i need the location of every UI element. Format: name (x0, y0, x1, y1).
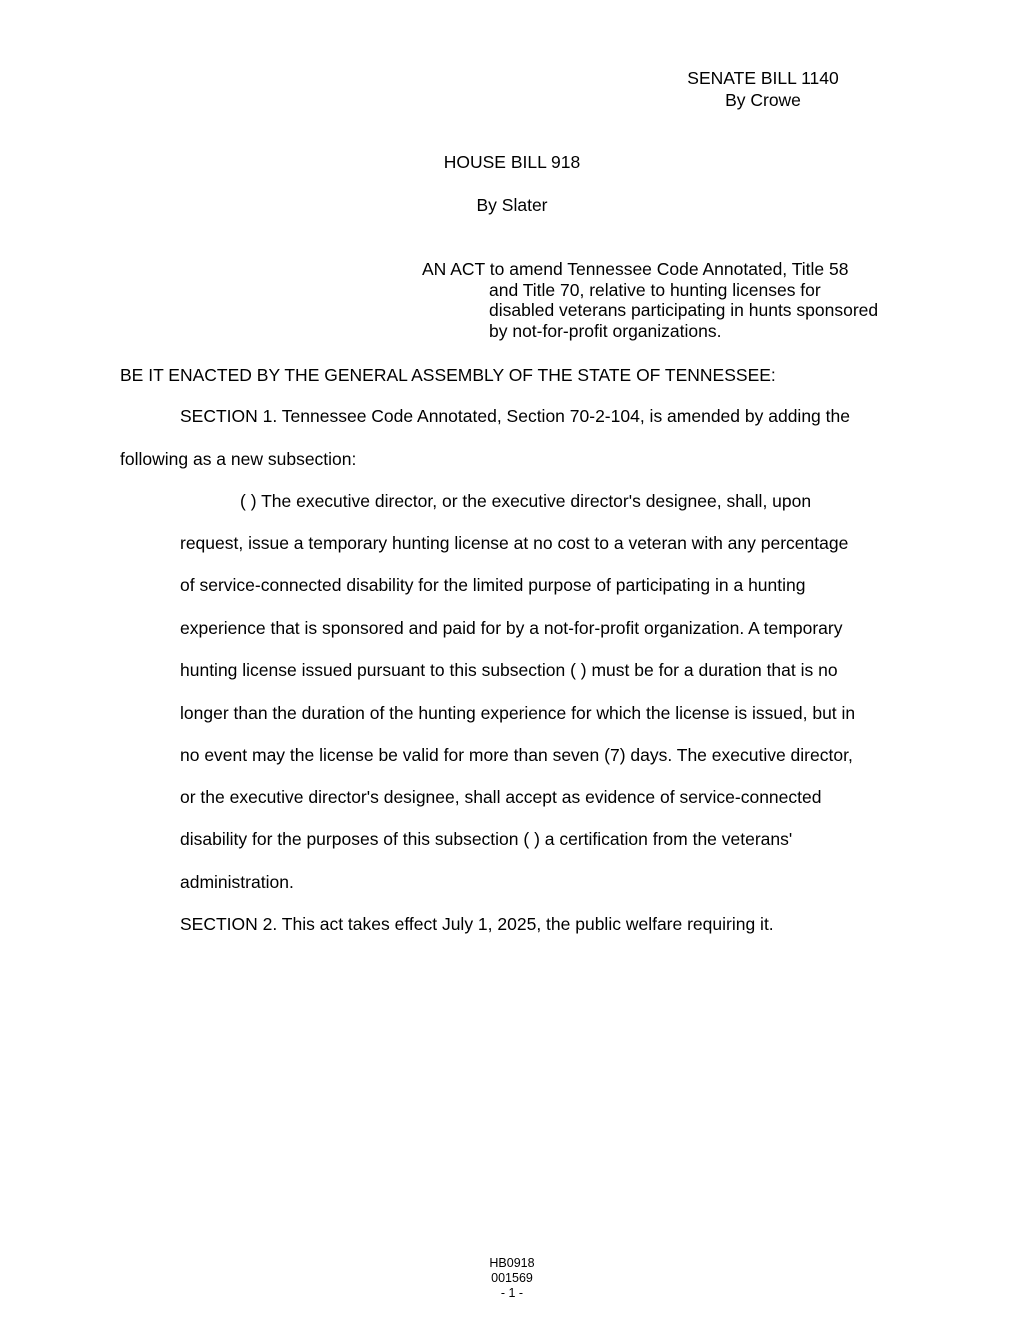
page-footer (462, 1256, 562, 1301)
subsection-line: no event may the license be valid for more than seven (7) days. The executive director, (180, 745, 853, 765)
section-1-intro-line: SECTION 1. Tennessee Code Annotated, Section 70-2-104, is amended by adding the (180, 406, 850, 426)
subsection-line: longer than the duration of the hunting experience for which the license is issued, but in (180, 703, 856, 723)
bill-caption (422, 259, 922, 341)
subsection-line: disability for the purposes of this subsection ( ) a certification from the veterans' (180, 829, 793, 849)
subsection-line: request, issue a temporary hunting license at no cost to a veteran with any percentage (180, 533, 849, 553)
caption-line: and Title 70, relative to hunting licenses for (489, 279, 821, 300)
house-bill-number: HOUSE BILL 918 (443, 152, 581, 172)
subsection-line: administration. (180, 872, 294, 892)
footer-bill-code: HB0918 (489, 1256, 535, 1270)
enacting-clause: BE IT ENACTED BY THE GENERAL ASSEMBLY OF THE STATE OF TENNESSEE: (120, 365, 776, 385)
subsection-line: experience that is sponsored and paid for by a not-for-profit organization. A temporary (180, 618, 843, 638)
senate-bill-number: SENATE BILL 1140 (687, 68, 839, 88)
subsection-line: ( ) The executive director, or the executive director's designee, shall, upon (240, 491, 812, 511)
subsection-line: hunting license issued pursuant to this subsection ( ) must be for a duration that is no (180, 660, 838, 680)
subsection-line: of service-connected disability for the limited purpose of participating in a hunting (180, 575, 806, 595)
senate-bill-block (670, 67, 856, 111)
section-1-intro-line: following as a new subsection: (120, 449, 357, 469)
footer-doc-number: 001569 (491, 1271, 533, 1285)
caption-line: AN ACT to amend Tennessee Code Annotated, Title 58 (422, 259, 849, 279)
caption-line: disabled veterans participating in hunts sponsored (489, 300, 879, 320)
subsection-line: or the executive director's designee, shall accept as evidence of service-connected (180, 787, 822, 807)
house-bill-sponsor: By Slater (476, 195, 548, 215)
section-2: SECTION 2. This act takes effect July 1, 2025, the public welfare requiring it. (180, 914, 774, 934)
senate-bill-sponsor: By Crowe (725, 90, 801, 110)
footer-page-number: - 1 - (500, 1286, 524, 1300)
caption-line: by not-for-profit organizations. (489, 320, 722, 341)
